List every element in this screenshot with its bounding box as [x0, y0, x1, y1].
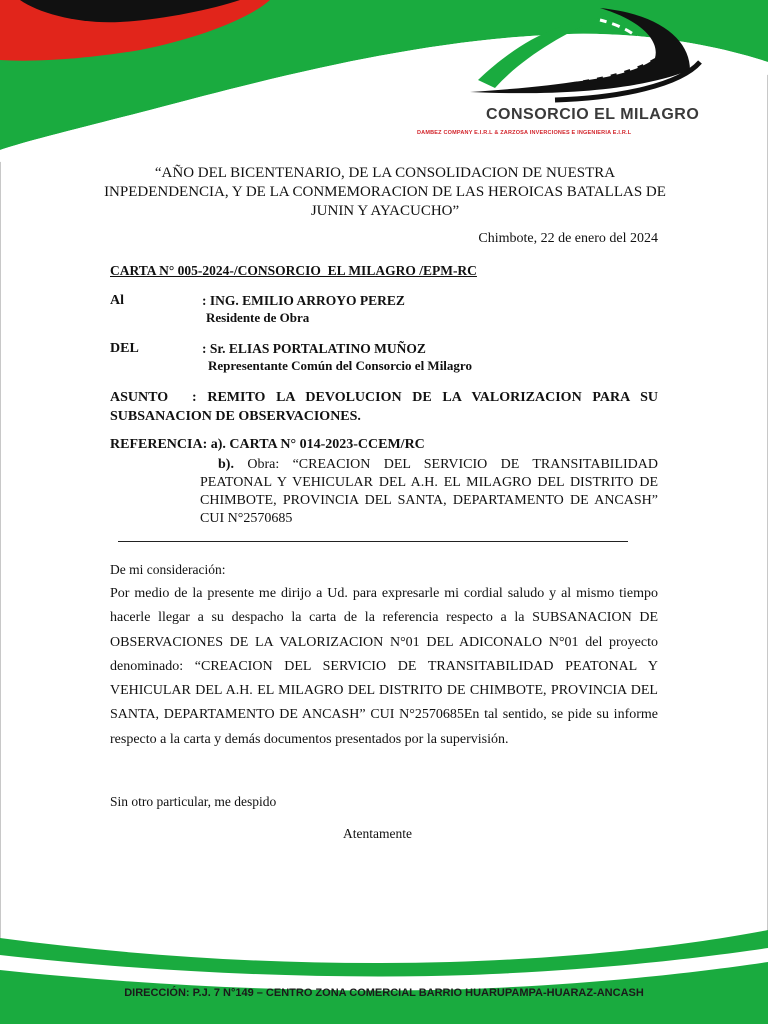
body-paragraph: Por medio de la presente me dirijo a Ud. para expresarle mi cordial saludo y al mismo tiempo hacerle llegar a su despacho la carta de la referencia respecto a la SUBSANACION DE OBSERVACIONES DE LA VALORIZACION N°01 DEL ADICONALO N°01 del proyecto denominado: “CREACION DEL SERVICIO DE TRANSITABILIDAD PEATONAL Y VEHICULAR DEL A.H. EL MILAGRO DEL DISTRITO DE CHIMBOTE, PROVINCIA DEL SANTA, DEPARTAMENTO DE ANCASH” CUI N°2570685En tal sentido, se pide su informe respecto a la carta y demás documentos presentados por la supervisión. — [110, 586, 658, 747]
carta-number: CARTA N° 005-2024-/CONSORCIO_EL MILAGRO /EPM-RC — [110, 263, 477, 278]
from-label: DEL — [110, 341, 139, 356]
footer-address: DIRECCIÓN: P.J. 7 N°149 – CENTRO ZONA COMERCIAL BARRIO HUARUPAMPA-HUARAZ-ANCASH — [124, 987, 644, 999]
reference-b — [200, 456, 658, 528]
subject-label: ASUNTO — [110, 390, 169, 405]
year-motto: “AÑO DEL BICENTENARIO, DE LA CONSOLIDACION DE NUESTRA INPEDENDENCIA, Y DE LA CONMEMORACION DE LAS HEROICAS BATALLAS DE JUNIN Y AYACUCHO” — [104, 165, 666, 219]
reference-b-label: b). — [218, 457, 234, 472]
to-label: Al — [110, 293, 124, 308]
subject-text: : REMITO LA DEVOLUCION DE LA VALORIZACION PARA SU SUBSANACION DE OBSERVACIONES. — [110, 390, 658, 424]
to-name: : ING. EMILIO ARROYO PEREZ — [202, 293, 405, 308]
greeting: De mi consideración: — [110, 562, 226, 577]
from-name: : Sr. ELIAS PORTALATINO MUÑOZ — [202, 341, 426, 356]
reference-a — [110, 437, 425, 453]
to-title: Residente de Obra — [206, 310, 310, 325]
letter-date: Chimbote, 22 de enero del 2024 — [478, 231, 658, 246]
reference-label: REFERENCIA: — [110, 437, 208, 452]
from-title: Representante Común del Consorcio el Milagro — [208, 358, 472, 373]
sign-off: Atentamente — [343, 826, 412, 841]
reference-a-text: a). CARTA N° 014-2023-CCEM/RC — [210, 437, 425, 452]
subject-block — [110, 388, 658, 426]
divider — [118, 541, 628, 542]
company-name: CONSORCIO EL MILAGRO — [486, 106, 700, 123]
company-subtitle: DAMBEZ COMPANY E.I.R.L & ZARZOSA INVERCIONES E INGENIERIA E.I.R.L — [417, 130, 632, 136]
reference-b-text: Obra: “CREACION DEL SERVICIO DE TRANSITABILIDAD PEATONAL Y VEHICULAR DEL A.H. EL MILAGRO DEL DISTRITO DE CHIMBOTE, PROVINCIA DEL SANTA, DEPARTAMENTO DE ANCASH” CUI N°2570685 — [200, 457, 658, 526]
closing-line: Sin otro particular, me despido — [110, 794, 277, 809]
